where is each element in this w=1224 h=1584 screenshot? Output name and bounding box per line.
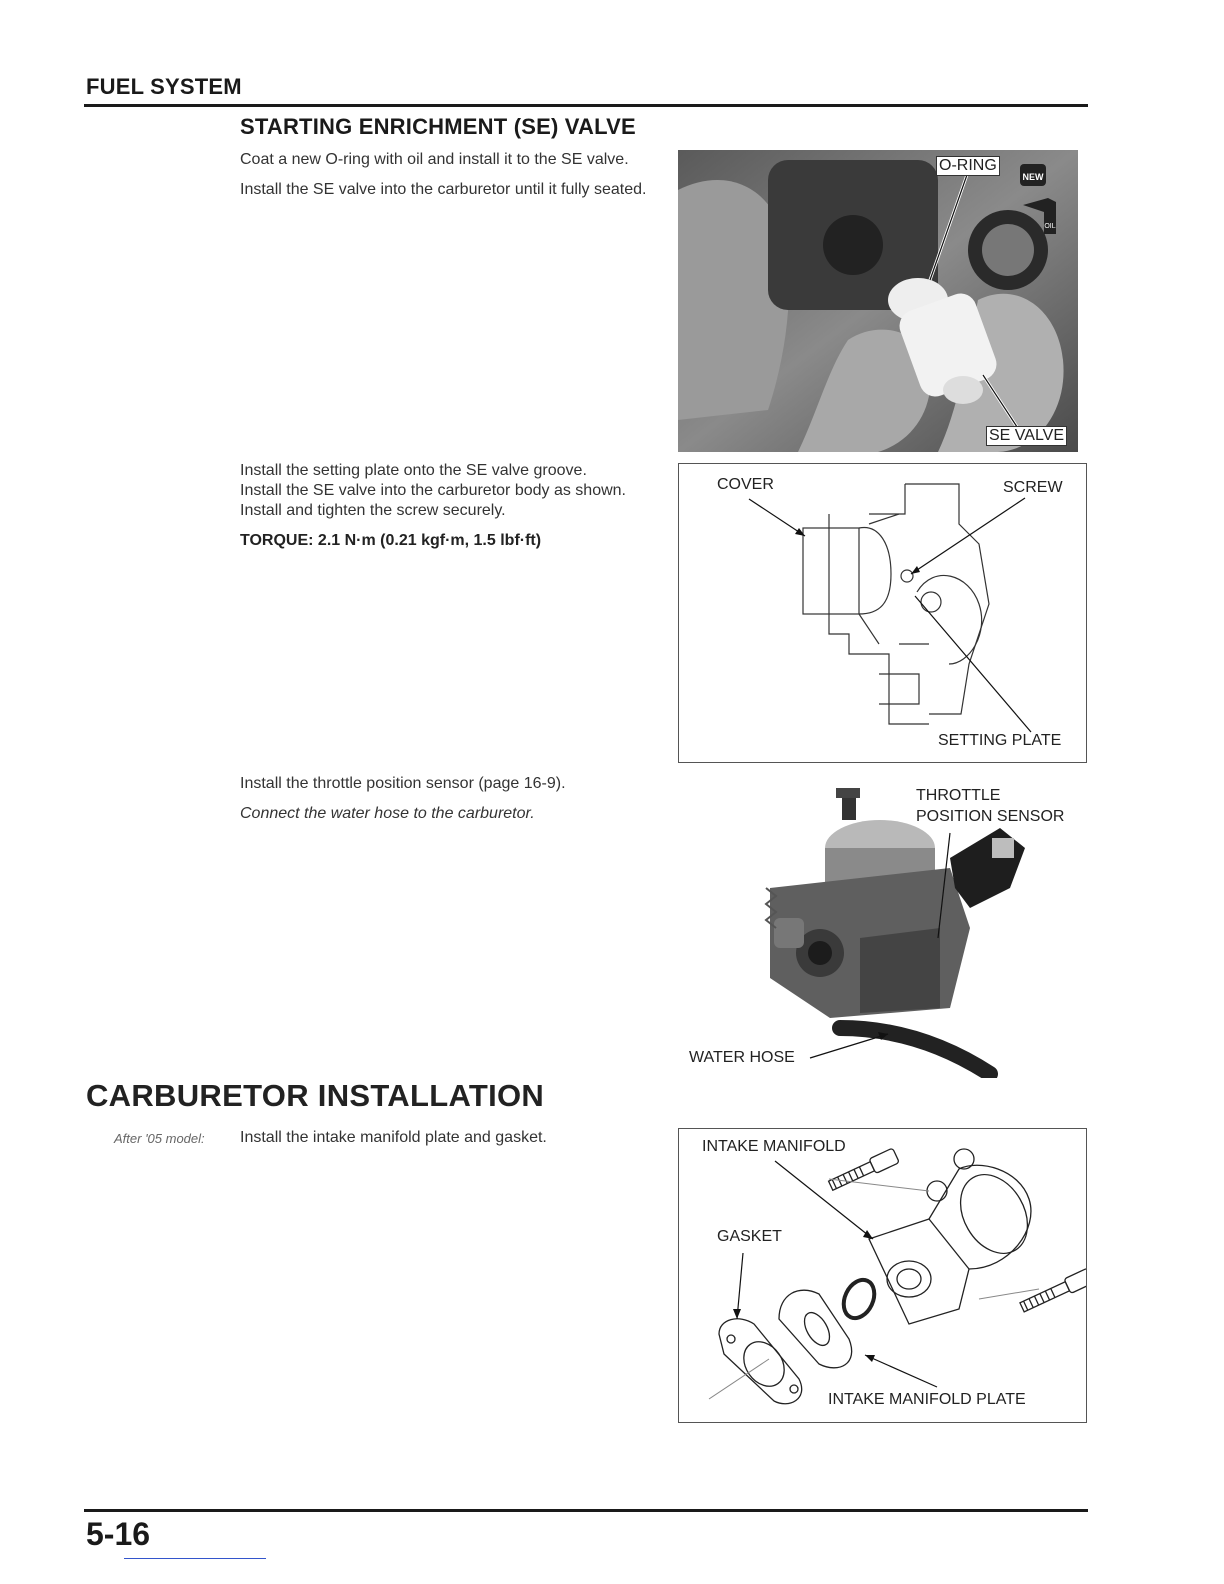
se-valve-steps-1 (240, 150, 666, 210)
label-setting-plate: SETTING PLATE (938, 732, 1062, 749)
step-setting-plate: Install the setting plate onto the SE valve groove. (240, 462, 587, 479)
carb-install-steps (240, 1128, 666, 1158)
page-number: 5-16 (86, 1516, 151, 1552)
side-note: After '05 model: (114, 1131, 205, 1146)
label-gasket: GASKET (717, 1228, 782, 1245)
label-se-valve: SE VALVE (986, 426, 1067, 446)
footer-link-underline (124, 1558, 266, 1559)
label-intake-manifold: INTAKE MANIFOLD (702, 1138, 846, 1155)
step-install-manifold: Install the intake manifold plate and gasket. (240, 1129, 547, 1146)
se-valve-photo-illustration (678, 150, 1088, 452)
se-valve-steps-2 (240, 461, 666, 561)
se-valve-photo (678, 150, 1088, 452)
section-header: FUEL SYSTEM (86, 74, 242, 99)
label-water-hose: WATER HOSE (689, 1049, 795, 1066)
se-valve-diagram (678, 463, 1087, 763)
se-valve-title: STARTING ENRICHMENT (SE) VALVE (240, 114, 636, 139)
step-tighten-screw: Install and tighten the screw securely. (240, 502, 506, 519)
carburetor-photo (680, 778, 1088, 1078)
step-install-se-valve: Install the SE valve into the carburetor until it fully seated. (240, 181, 647, 198)
se-valve-line-drawing (679, 464, 1086, 762)
label-o-ring: O-RING (936, 156, 1000, 176)
step-install-tps: Install the throttle position sensor (page 16-9). (240, 775, 566, 792)
header-rule (84, 104, 1088, 107)
new-badge-text: NEW (1022, 172, 1044, 182)
se-valve-steps-3 (240, 774, 666, 834)
label-tps-line1: THROTTLE (916, 787, 1001, 804)
footer-rule (84, 1509, 1088, 1512)
step-coat-oring: Coat a new O-ring with oil and install it to the SE valve. (240, 151, 629, 168)
label-screw: SCREW (1003, 479, 1063, 496)
label-cover: COVER (717, 476, 774, 493)
new-part-icon (1020, 164, 1046, 186)
step-connect-water-hose: Connect the water hose to the carburetor. (240, 805, 535, 822)
intake-manifold-diagram (678, 1128, 1087, 1423)
intake-manifold-line-drawing (679, 1129, 1086, 1422)
label-intake-manifold-plate: INTAKE MANIFOLD PLATE (828, 1391, 1026, 1408)
step-install-body: Install the SE valve into the carburetor body as shown. (240, 482, 626, 499)
carburetor-installation-title: CARBURETOR INSTALLATION (86, 1078, 545, 1113)
label-tps-line2: POSITION SENSOR (916, 808, 1065, 825)
torque-spec: TORQUE: 2.1 N·m (0.21 kgf·m, 1.5 lbf·ft) (240, 532, 542, 549)
oil-badge-text: OIL (1044, 223, 1056, 230)
